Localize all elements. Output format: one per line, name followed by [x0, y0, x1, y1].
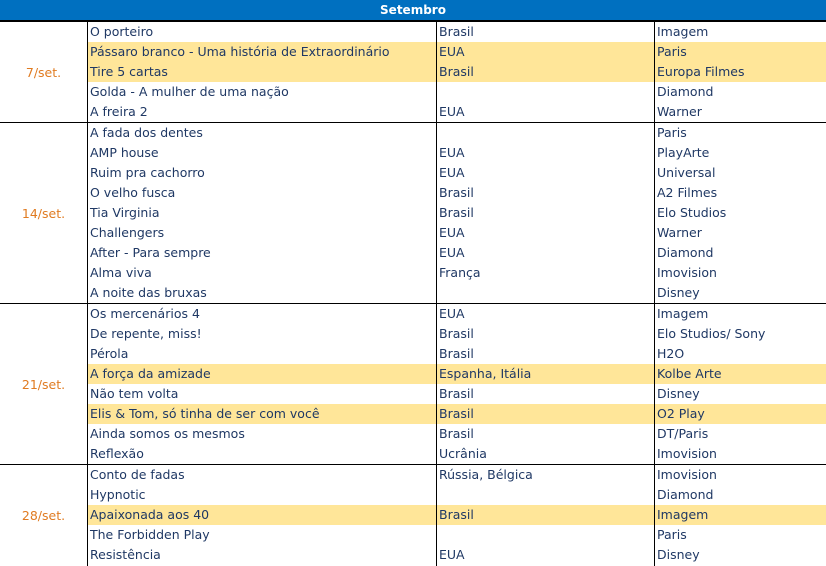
- movie-title-cell: Reflexão: [90, 446, 144, 461]
- movie-title-cell: O porteiro: [90, 24, 154, 39]
- country-cell: Brasil: [439, 346, 474, 361]
- date-group: [0, 122, 826, 303]
- country-cell: [436, 82, 654, 102]
- movie-title-cell: Pérola: [90, 346, 129, 361]
- distributor-cell: Paris: [657, 527, 687, 542]
- country-cell: Brasil: [439, 326, 474, 341]
- movie-title-cell: A freira 2: [90, 104, 148, 119]
- movie-title-cell: Pássaro branco - Uma história de Extraordinário: [90, 44, 390, 59]
- table-row: [87, 525, 826, 545]
- column-divider-country: [654, 21, 655, 566]
- distributor-cell: Disney: [657, 285, 700, 300]
- distributor-cell: A2 Filmes: [657, 185, 718, 200]
- country-cell: Brasil: [439, 426, 474, 441]
- country-cell: Brasil: [439, 386, 474, 401]
- country-cell: Rússia, Bélgica: [439, 467, 533, 482]
- distributor-cell: Kolbe Arte: [657, 366, 722, 381]
- movie-title-cell: Golda - A mulher de uma nação: [90, 84, 289, 99]
- country-cell: [436, 123, 654, 143]
- movie-title-cell: A fada dos dentes: [90, 125, 203, 140]
- distributor-cell: Warner: [657, 104, 702, 119]
- month-header: Setembro: [0, 0, 826, 21]
- country-cell: EUA: [439, 225, 465, 240]
- table-row: [87, 344, 826, 364]
- release-date: 21/set.: [21, 376, 66, 392]
- table-row: [87, 283, 826, 303]
- country-cell: França: [439, 265, 481, 280]
- distributor-cell: Warner: [657, 225, 702, 240]
- country-cell: Espanha, Itália: [439, 366, 532, 381]
- distributor-cell: Imovision: [657, 467, 717, 482]
- distributor-cell: PlayArte: [657, 145, 710, 160]
- movie-title-cell: Tia Virginia: [90, 205, 160, 220]
- movie-title-cell: Conto de fadas: [90, 467, 185, 482]
- release-date: 7/set.: [25, 64, 62, 80]
- movie-title-cell: Ainda somos os mesmos: [90, 426, 245, 441]
- country-cell: Brasil: [439, 205, 474, 220]
- distributor-cell: Diamond: [657, 84, 714, 99]
- country-cell: EUA: [439, 44, 465, 59]
- column-divider-date: [87, 21, 88, 566]
- table-row: [87, 485, 826, 505]
- release-date: 28/set.: [21, 507, 66, 523]
- movie-title-cell: Resistência: [90, 547, 161, 562]
- distributor-cell: H2O: [657, 346, 685, 361]
- movie-title-cell: A força da amizade: [90, 366, 211, 381]
- movie-title-cell: Hypnotic: [90, 487, 146, 502]
- movie-title-cell: Os mercenários 4: [90, 306, 200, 321]
- distributor-cell: Imovision: [657, 446, 717, 461]
- distributor-cell: Elo Studios/ Sony: [657, 326, 766, 341]
- distributor-cell: Disney: [657, 547, 700, 562]
- country-cell: EUA: [439, 145, 465, 160]
- table-row: [87, 384, 826, 404]
- table-row: [87, 545, 826, 565]
- table-row: [87, 444, 826, 464]
- movie-title-cell: Elis & Tom, só tinha de ser com você: [90, 406, 320, 421]
- table-row: [87, 203, 826, 223]
- movie-title-cell: A noite das bruxas: [90, 285, 207, 300]
- distributor-cell: Diamond: [657, 487, 714, 502]
- movie-title-cell: Tire 5 cartas: [90, 64, 168, 79]
- table-row: [87, 304, 826, 324]
- movie-title-cell: O velho fusca: [90, 185, 176, 200]
- date-group: [0, 303, 826, 464]
- table-row: [87, 82, 826, 102]
- country-cell: [436, 485, 654, 505]
- table-row: [87, 22, 826, 42]
- movie-title-cell: The Forbidden Play: [90, 527, 210, 542]
- table-row: [87, 404, 826, 424]
- date-group: [0, 21, 826, 122]
- table-row: [87, 243, 826, 263]
- movie-title-cell: Apaixonada aos 40: [90, 507, 210, 522]
- distributor-cell: Europa Filmes: [657, 64, 745, 79]
- table-row: [87, 424, 826, 444]
- table-row: [87, 42, 826, 62]
- movie-title-cell: Alma viva: [90, 265, 152, 280]
- table-row: [87, 163, 826, 183]
- movie-title-cell: AMP house: [90, 145, 159, 160]
- movie-title-cell: After - Para sempre: [90, 245, 211, 260]
- date-group: [0, 464, 826, 565]
- country-cell: Brasil: [439, 24, 474, 39]
- country-cell: EUA: [439, 306, 465, 321]
- table-row: [87, 143, 826, 163]
- distributor-cell: DT/Paris: [657, 426, 709, 441]
- distributor-cell: Disney: [657, 386, 700, 401]
- country-cell: EUA: [439, 245, 465, 260]
- release-date: 14/set.: [21, 205, 66, 221]
- table-row: [87, 364, 826, 384]
- distributor-cell: Elo Studios: [657, 205, 727, 220]
- table-row: [87, 324, 826, 344]
- distributor-cell: Paris: [657, 125, 687, 140]
- country-cell: Brasil: [439, 406, 474, 421]
- country-cell: EUA: [439, 547, 465, 562]
- country-cell: EUA: [439, 165, 465, 180]
- country-cell: Brasil: [439, 64, 474, 79]
- movie-title-cell: Challengers: [90, 225, 165, 240]
- column-divider-title: [436, 21, 437, 566]
- country-cell: [436, 283, 654, 303]
- table-row: [87, 465, 826, 485]
- table-row: [87, 62, 826, 82]
- distributor-cell: Imagem: [657, 24, 709, 39]
- distributor-cell: Paris: [657, 44, 687, 59]
- distributor-cell: Imagem: [657, 507, 709, 522]
- country-cell: Brasil: [439, 185, 474, 200]
- distributor-cell: Imagem: [657, 306, 709, 321]
- table-row: [87, 102, 826, 122]
- distributor-cell: Universal: [657, 165, 716, 180]
- movie-title-cell: Ruim pra cachorro: [90, 165, 205, 180]
- distributor-cell: Imovision: [657, 265, 717, 280]
- table-row: [87, 183, 826, 203]
- table-row: [87, 505, 826, 525]
- table-row: [87, 263, 826, 283]
- movie-title-cell: De repente, miss!: [90, 326, 202, 341]
- movie-title-cell: Não tem volta: [90, 386, 179, 401]
- country-cell: Brasil: [439, 507, 474, 522]
- distributor-cell: Diamond: [657, 245, 714, 260]
- table-row: [87, 223, 826, 243]
- country-cell: [436, 525, 654, 545]
- table-row: [87, 123, 826, 143]
- country-cell: EUA: [439, 104, 465, 119]
- distributor-cell: O2 Play: [657, 406, 705, 421]
- country-cell: Ucrânia: [439, 446, 487, 461]
